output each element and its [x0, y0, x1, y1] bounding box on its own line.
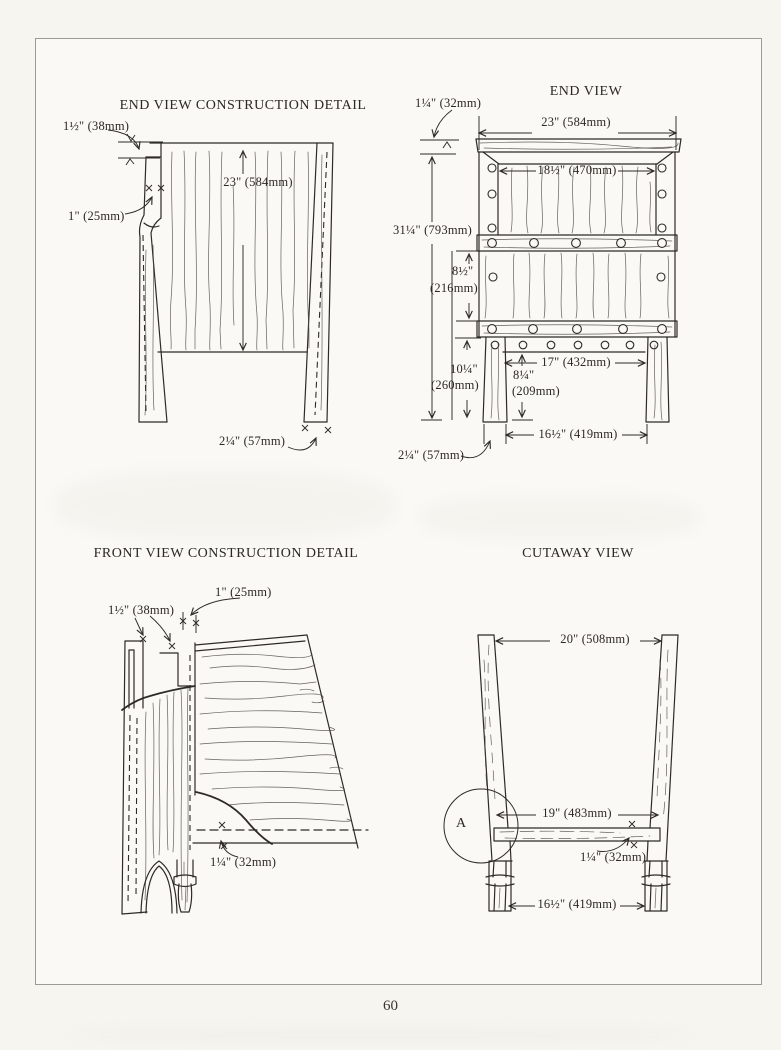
- dim-label-38mm: 1½" (38mm): [63, 119, 130, 133]
- dim-label-25mm-front: 1" (25mm): [215, 585, 272, 599]
- dim-label-216mm-in: 8½": [452, 264, 474, 278]
- dim-label-260mm-in: 10¼": [450, 362, 478, 376]
- dim-label-57mm-endview: 2¼" (57mm): [398, 448, 465, 462]
- dim-label-419mm-cutaway: 16½" (419mm): [537, 897, 617, 911]
- dim-label-483mm: 19" (483mm): [542, 806, 612, 820]
- wood-grain: [145, 151, 322, 415]
- end-view-title: END VIEW: [549, 84, 623, 99]
- front-view-detail-title: FRONT VIEW CONSTRUCTION DETAIL: [93, 546, 359, 561]
- dim-label-209mm-in: 8¼": [513, 368, 535, 382]
- dim-label-584mm-height: 23" (584mm): [223, 175, 293, 189]
- callout-a-label: A: [456, 816, 467, 831]
- dim-label-32mm-front: 1¼" (32mm): [210, 855, 277, 869]
- dim-label-57mm: 2¼" (57mm): [219, 434, 286, 448]
- cutaway-view-title: CUTAWAY VIEW: [522, 546, 634, 561]
- dim-label-584mm-width: 23" (584mm): [541, 115, 611, 129]
- wood-grain: [145, 688, 188, 902]
- page-number: 60: [383, 998, 398, 1014]
- wood-grain: [200, 654, 351, 821]
- wood-grain: [484, 645, 668, 820]
- dim-label-32mm-top: 1¼" (32mm): [415, 96, 482, 110]
- cutaway-view-drawing: [444, 635, 678, 911]
- end-view-detail-title: END VIEW CONSTRUCTION DETAIL: [119, 98, 367, 113]
- dim-label-508mm: 20" (508mm): [560, 632, 630, 646]
- dim-label-209mm-mm: (209mm): [512, 384, 560, 398]
- dim-label-32mm-cutaway: 1¼" (32mm): [580, 850, 647, 864]
- dim-label-38mm-front: 1½" (38mm): [108, 603, 175, 617]
- dim-label-216mm-mm: (216mm): [430, 281, 478, 295]
- dim-label-793mm: 31¼" (793mm): [393, 223, 473, 237]
- dim-label-419mm-endview: 16½" (419mm): [538, 427, 618, 441]
- dim-label-470mm: 18½" (470mm): [537, 163, 617, 177]
- dim-label-432mm: 17" (432mm): [541, 355, 611, 369]
- wood-grain: [485, 253, 669, 318]
- dim-label-25mm: 1" (25mm): [68, 209, 125, 223]
- dim-label-260mm-mm: (260mm): [431, 378, 479, 392]
